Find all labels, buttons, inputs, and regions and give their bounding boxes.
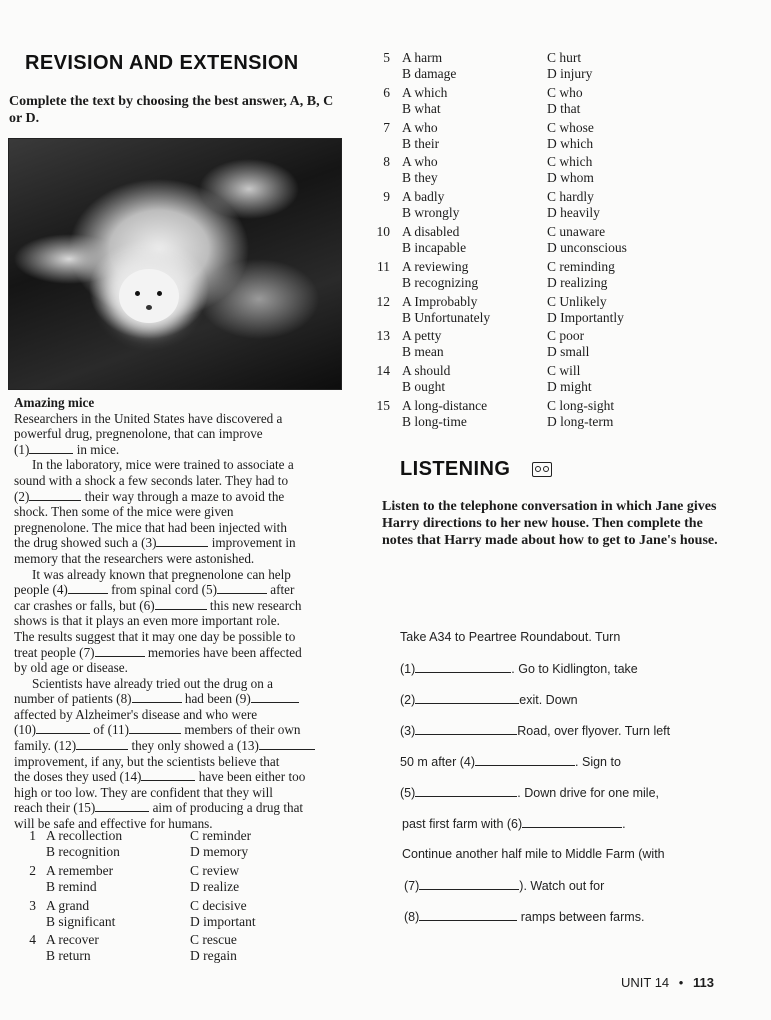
option-group-4: 4 A recover B return C rescue D regain [29, 932, 237, 963]
left-options [0, 828, 345, 968]
gap-9[interactable] [251, 691, 299, 703]
notes-line-3: (2) exit. Down [400, 693, 578, 707]
option-number: 12 [376, 293, 390, 309]
option-number: 8 [383, 154, 390, 170]
option-c: C hardly [547, 189, 594, 205]
unit-label: UNIT 14 [621, 975, 670, 990]
mouse-nose [146, 305, 152, 310]
gap-13[interactable] [259, 738, 315, 750]
notes-gap-2[interactable] [415, 692, 519, 704]
option-d: D small [547, 344, 590, 360]
option-c: C who [547, 84, 583, 100]
option-c: C Unlikely [547, 293, 607, 309]
option-c: C long-sight [547, 398, 615, 413]
listening-instruction: Listen to the telephone conversation in which Jane gives Harry directions to her new house. Then complete the notes that Harry made about how to get to Jane's house. [382, 499, 718, 548]
option-b: B damage [402, 66, 457, 81]
notes-gap-5[interactable] [415, 785, 517, 797]
option-d: D unconscious [547, 240, 627, 255]
article-p1: Researchers in the United States have discovered a powerful drug, pregnenolone, that can improve (1) in mice. [14, 410, 283, 457]
mouse-face [119, 269, 179, 323]
option-a: A should [402, 363, 451, 379]
option-d: D might [547, 379, 592, 395]
option-group-1: 1 A recollection B recognition C reminder D memory [29, 828, 252, 859]
page-footer [621, 975, 714, 990]
option-d: D long-term [547, 414, 614, 429]
option-a: A who [402, 154, 438, 170]
option-a: A who [402, 119, 438, 135]
notes-gap-8[interactable] [419, 909, 517, 921]
notes-line-10: (8) ramps between farms. [404, 910, 645, 924]
option-b: B what [402, 100, 441, 116]
article-p4: Scientists have already tried out the drug on a number of patients (8) had been (9) affected by Alzheimer's disease and who were (10) of (11) members of their own family. (12) they only showed a (13) improvement, if any, but the scientists believe that the doses they used (14) have been either too high or too low. They are confident that they will reach their (15) aim of producing a drug that will be safe and effective for humans. [14, 676, 349, 832]
option-group-2: 2 A remember B remind C review D realize [29, 863, 240, 894]
option-group-8 [370, 154, 660, 188]
gap-5[interactable] [217, 582, 267, 594]
option-number: 9 [383, 189, 390, 205]
mouse-eye-right [157, 291, 162, 296]
option-d: D heavily [547, 205, 600, 221]
option-a: A which [402, 84, 448, 100]
gap-15[interactable] [95, 800, 149, 812]
cassette-icon [532, 462, 552, 477]
option-group-12 [370, 294, 660, 328]
option-group-5 [370, 50, 660, 84]
option-group-14 [370, 363, 660, 397]
notes-line-4: (3) Road, over flyover. Turn left [400, 724, 671, 738]
gap-8[interactable] [132, 691, 182, 703]
notes-line-9: (7) ). Watch out for [404, 879, 605, 893]
option-b: B their [402, 135, 440, 151]
mouse-eye-left [135, 291, 140, 296]
option-number: 7 [383, 119, 390, 135]
option-b: B wrongly [402, 205, 460, 221]
notes-line-1: Take A34 to Peartree Roundabout. Turn [400, 630, 621, 644]
notes-line-7: past first farm with (6) . [402, 817, 626, 831]
option-d: D realizing [547, 274, 608, 290]
article-text [14, 395, 349, 832]
option-b: B incapable [402, 240, 467, 255]
option-number: 13 [376, 328, 390, 344]
option-c: C unaware [547, 224, 606, 239]
notes-line-2: (1) . Go to Kidlington, take [400, 662, 638, 676]
option-b: B mean [402, 344, 444, 360]
gap-12[interactable] [76, 738, 128, 750]
gap-2[interactable] [29, 489, 81, 501]
option-group-15 [370, 398, 660, 432]
option-b: B ought [402, 379, 446, 395]
option-a: A Improbably [402, 293, 478, 309]
right-options [370, 50, 660, 435]
option-b: B recognizing [402, 274, 479, 290]
option-c: C reminding [547, 258, 615, 274]
option-number: 11 [377, 258, 390, 274]
option-group-6 [370, 85, 660, 119]
option-group-13 [370, 328, 660, 362]
gap-7[interactable] [95, 645, 145, 657]
option-d: D injury [547, 66, 593, 81]
option-a: A reviewing [402, 258, 469, 274]
gap-3[interactable] [156, 535, 208, 547]
mouse-photo [8, 138, 342, 390]
instruction-text: Complete the text by choosing the best answer, A, B, C or D. [9, 94, 334, 126]
gap-14[interactable] [141, 769, 195, 781]
option-number: 14 [376, 363, 390, 379]
gap-6[interactable] [155, 598, 207, 610]
option-d: D Importantly [547, 309, 624, 325]
option-number: 15 [376, 398, 390, 413]
notes-gap-7[interactable] [419, 878, 519, 890]
option-group-7 [370, 120, 660, 154]
option-d: D whom [547, 170, 594, 186]
listening-notes [398, 630, 718, 930]
option-b: B Unfortunately [402, 309, 491, 325]
gap-10[interactable] [36, 722, 90, 734]
option-number: 6 [383, 84, 390, 100]
notes-gap-3[interactable] [415, 723, 517, 735]
section-heading: REVISION AND EXTENSION [25, 52, 299, 74]
option-b: B they [402, 170, 438, 186]
option-c: C hurt [547, 50, 582, 65]
option-a: A petty [402, 328, 442, 344]
option-a: A harm [402, 50, 443, 65]
option-group-3: 3 A grand B significant C decisive D important [29, 898, 256, 929]
notes-gap-4[interactable] [475, 754, 575, 766]
article-p2: In the laboratory, mice were trained to associate a sound with a shock a few seconds later. They had to (2) their way through a maze to avoid the shock. Then some of the mice were given pregnenolone. The mice that had been injected with the drug showed such a (3) improvement in memory that the researchers were astonished. [14, 457, 296, 566]
gap-11[interactable] [129, 722, 181, 734]
option-a: A badly [402, 189, 445, 205]
option-number: 5 [383, 50, 390, 65]
notes-line-5: 50 m after (4) . Sign to [400, 755, 621, 769]
option-c: C will [547, 363, 581, 379]
option-b: B long-time [402, 414, 467, 429]
page-number: 113 [692, 975, 714, 990]
option-a: A long-distance [402, 398, 488, 413]
option-c: C whose [547, 119, 594, 135]
option-group-9 [370, 189, 660, 223]
article-title: Amazing mice [14, 395, 95, 410]
article-p3: It was already known that pregnenolone can help people (4) from spinal cord (5) after car crashes or falls, but (6) this new research shows is that it plays an even more important role. The results suggest that it may one day be possible to treat people (7) memories have been affected by old age or disease. [14, 566, 302, 676]
option-group-10 [370, 224, 660, 258]
notes-gap-6[interactable] [522, 816, 622, 828]
option-group-11 [370, 259, 660, 293]
listening-heading: LISTENING [400, 458, 511, 480]
gap-4[interactable] [68, 582, 108, 594]
option-c: C poor [547, 328, 585, 344]
notes-line-8: Continue another half mile to Middle Farm (with [402, 847, 665, 861]
option-number: 10 [376, 224, 390, 239]
notes-gap-1[interactable] [415, 661, 511, 673]
option-a: A disabled [402, 224, 460, 239]
option-d: D which [547, 135, 594, 151]
gap-1[interactable] [29, 442, 73, 454]
notes-line-6: (5) . Down drive for one mile, [400, 786, 660, 800]
option-d: D that [547, 100, 581, 116]
option-c: C which [547, 154, 593, 170]
footer-bullet: • [678, 975, 684, 990]
